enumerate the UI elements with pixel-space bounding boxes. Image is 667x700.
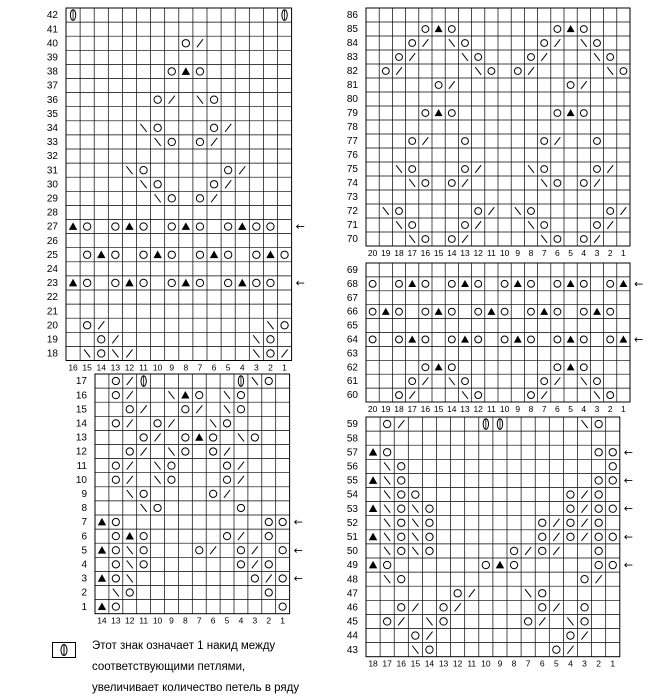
row-number: 7	[81, 517, 87, 529]
stitch-number: 11	[139, 362, 148, 373]
stitch-number: 8	[182, 615, 188, 626]
row-number: 65	[346, 320, 358, 332]
row-number: 70	[346, 234, 358, 246]
stitch-number: 2	[268, 362, 273, 373]
row-arrow: ←	[293, 543, 303, 557]
row-number: 1	[81, 601, 87, 613]
stitch-number: 1	[621, 248, 626, 258]
row-number: 51	[346, 531, 358, 543]
stitch-number: 9	[169, 615, 174, 626]
stitch-number: 15	[82, 362, 92, 373]
stitch-number: 14	[447, 404, 457, 414]
row-number: 15	[75, 404, 87, 416]
row-arrow: ←	[623, 502, 634, 516]
row-arrow: ←	[623, 473, 634, 487]
row-number: 43	[346, 644, 358, 656]
stitch-number: 2	[607, 404, 613, 414]
legend-line-3: увеличивает количество петель в ряду	[92, 682, 300, 694]
row-number: 21	[46, 306, 58, 318]
row-number: 37	[46, 80, 58, 92]
stitch-number: 8	[528, 404, 534, 414]
stitch-number: 7	[196, 615, 202, 626]
stitch-number: 3	[252, 615, 258, 626]
row-number: 40	[46, 38, 58, 50]
row-number: 80	[346, 94, 358, 106]
chart-rows-43-59	[347, 417, 633, 669]
stitch-number: 6	[210, 615, 216, 626]
row-number: 28	[46, 207, 58, 219]
stitch-number: 13	[460, 404, 470, 414]
row-number: 30	[46, 179, 58, 191]
row-number: 44	[346, 630, 358, 642]
row-number: 64	[346, 334, 358, 346]
pair-yarn-over-legend-symbol	[52, 642, 76, 658]
stitch-number: 2	[266, 615, 272, 626]
row-number: 69	[346, 265, 358, 277]
row-number: 9	[81, 488, 87, 500]
row-number: 24	[46, 263, 58, 275]
stitch-number: 10	[481, 658, 491, 669]
stitch-number: 9	[515, 404, 521, 414]
stitch-number: 12	[125, 615, 135, 626]
row-number: 73	[346, 192, 358, 204]
row-number: 76	[346, 150, 358, 162]
row-number: 23	[46, 278, 58, 290]
stitch-number: 8	[511, 658, 517, 669]
row-number: 18	[46, 348, 58, 360]
stitch-number: 12	[473, 248, 483, 258]
row-number: 31	[46, 165, 58, 177]
row-number: 83	[346, 52, 358, 64]
stitch-number: 1	[282, 362, 287, 373]
row-arrow: ←	[293, 571, 303, 585]
row-number: 56	[346, 461, 358, 473]
row-number: 36	[46, 94, 58, 106]
row-number: 50	[346, 546, 358, 558]
stitch-number: 12	[124, 362, 135, 373]
stitch-number: 11	[467, 658, 477, 669]
stitch-number: 7	[197, 362, 203, 373]
stitch-number: 2	[607, 248, 613, 258]
stitch-number: 19	[381, 404, 391, 414]
row-number: 66	[346, 306, 358, 318]
chart-rows-70-86	[347, 8, 630, 258]
stitch-number: 11	[486, 404, 496, 414]
row-number: 25	[46, 249, 58, 261]
stitch-number: 7	[541, 404, 547, 414]
stitch-number: 12	[452, 658, 463, 669]
stitch-number: 5	[225, 362, 231, 373]
row-arrow: ←	[623, 445, 634, 459]
stitch-number: 3	[582, 658, 587, 669]
stitch-number: 15	[433, 248, 444, 258]
chart-rows-1-17	[76, 374, 303, 626]
row-number: 82	[346, 66, 358, 78]
stitch-number: 4	[568, 658, 573, 669]
row-arrow: ←	[293, 515, 303, 529]
row-number: 74	[346, 178, 358, 190]
stitch-number: 19	[381, 248, 391, 258]
row-number: 58	[346, 433, 358, 445]
stitch-number: 1	[280, 615, 286, 626]
row-number: 10	[75, 474, 87, 486]
chart-rows-18-42	[47, 8, 305, 373]
row-number: 79	[346, 108, 358, 120]
row-number: 6	[81, 531, 87, 543]
row-number: 12	[75, 446, 87, 458]
row-number: 47	[346, 588, 358, 600]
row-number: 16	[75, 390, 87, 402]
stitch-number: 3	[594, 404, 600, 414]
row-number: 5	[81, 545, 87, 557]
stitch-number: 18	[368, 658, 378, 669]
row-number: 86	[346, 10, 358, 22]
row-number: 48	[346, 574, 358, 586]
stitch-number: 12	[473, 404, 483, 414]
stitch-number: 11	[486, 248, 496, 258]
row-number: 75	[346, 164, 358, 176]
row-number: 13	[75, 432, 87, 444]
stitch-number: 17	[407, 404, 417, 414]
row-number: 22	[46, 292, 58, 304]
stitch-number: 17	[382, 658, 392, 669]
row-arrow: ←	[623, 530, 634, 544]
legend-line-1: Этот знак означает 1 накид между	[92, 640, 276, 652]
row-number: 42	[46, 10, 58, 22]
stitch-number: 20	[367, 404, 378, 414]
stitch-number: 10	[499, 404, 510, 414]
stitch-number: 8	[528, 248, 534, 258]
stitch-number: 13	[438, 658, 449, 669]
stitch-number: 10	[152, 615, 163, 626]
row-number: 72	[346, 206, 358, 218]
row-number: 53	[346, 503, 358, 515]
stitch-number: 16	[420, 404, 431, 414]
row-number: 4	[81, 559, 87, 571]
row-number: 71	[346, 220, 358, 232]
stitch-number: 15	[410, 658, 421, 669]
stitch-number: 17	[407, 248, 417, 258]
row-number: 19	[46, 334, 58, 346]
row-number: 77	[346, 136, 358, 148]
stitch-number: 6	[211, 362, 217, 373]
row-number: 20	[46, 320, 58, 332]
stitch-number: 16	[420, 248, 431, 258]
row-number: 54	[346, 489, 358, 501]
row-number: 39	[46, 52, 58, 64]
stitch-number: 6	[555, 404, 560, 414]
stitch-number: 4	[581, 248, 587, 258]
row-arrow: ←	[295, 276, 305, 290]
stitch-number: 5	[224, 615, 230, 626]
stitch-number: 6	[539, 658, 545, 669]
stitch-number: 7	[525, 658, 531, 669]
legend-text	[92, 636, 372, 699]
stitch-number: 9	[515, 248, 521, 258]
row-number: 78	[346, 122, 358, 134]
stitch-number: 20	[367, 248, 378, 258]
row-number: 61	[346, 376, 358, 388]
stitch-number: 9	[169, 362, 175, 373]
row-number: 68	[346, 278, 358, 290]
stitch-number: 3	[253, 362, 259, 373]
row-number: 41	[46, 24, 58, 36]
row-number: 46	[346, 602, 358, 614]
row-arrow: ←	[295, 220, 305, 234]
row-number: 55	[346, 475, 358, 487]
row-number: 49	[346, 560, 358, 572]
row-number: 8	[81, 503, 87, 515]
row-number: 3	[81, 573, 87, 585]
row-number: 29	[46, 193, 58, 205]
row-number: 2	[81, 587, 87, 599]
row-number: 26	[46, 235, 58, 247]
row-number: 59	[346, 419, 358, 431]
row-number: 62	[346, 362, 358, 374]
row-number: 14	[75, 418, 87, 430]
stitch-number: 14	[97, 615, 107, 626]
row-number: 52	[346, 517, 358, 529]
row-arrow: ←	[634, 332, 644, 346]
row-number: 34	[46, 122, 58, 134]
stitch-number: 8	[183, 362, 189, 373]
row-number: 67	[346, 292, 358, 304]
stitch-number: 14	[424, 658, 435, 669]
row-number: 27	[46, 221, 58, 233]
stitch-number: 14	[96, 362, 106, 373]
stitch-number: 14	[447, 248, 457, 258]
stitch-number: 13	[111, 615, 121, 626]
stitch-number: 1	[610, 658, 616, 669]
stitch-number: 15	[433, 404, 444, 414]
row-number: 32	[46, 151, 58, 163]
row-arrow: ←	[634, 277, 644, 291]
stitch-number: 3	[594, 248, 600, 258]
row-number: 81	[346, 80, 358, 92]
stitch-number: 7	[541, 248, 547, 258]
legend-line-2: соответствующими петлями,	[92, 661, 246, 673]
pair-yarn-over-icon	[53, 643, 75, 657]
stitch-number: 16	[68, 362, 78, 373]
stitch-number: 4	[581, 404, 587, 414]
row-arrow: ←	[623, 558, 634, 572]
row-number: 35	[46, 108, 58, 120]
stitch-number: 13	[460, 248, 470, 258]
row-number: 33	[46, 137, 58, 149]
stitch-number: 18	[394, 248, 404, 258]
row-number: 11	[76, 460, 87, 472]
stitch-number: 16	[396, 658, 406, 669]
row-number: 38	[46, 66, 58, 78]
stitch-number: 2	[596, 658, 602, 669]
row-number: 57	[346, 447, 358, 459]
row-number: 84	[346, 38, 358, 50]
stitch-number: 4	[239, 362, 245, 373]
row-number: 85	[346, 24, 358, 36]
chart-rows-60-69	[347, 263, 643, 414]
stitch-number: 9	[497, 658, 503, 669]
stitch-number: 5	[553, 658, 559, 669]
stitch-number: 13	[110, 362, 121, 373]
stitch-number: 1	[621, 404, 626, 414]
row-number: 45	[346, 616, 358, 628]
stitch-number: 5	[568, 404, 573, 414]
row-number: 17	[75, 376, 87, 388]
stitch-number: 10	[499, 248, 510, 258]
stitch-number: 10	[152, 362, 163, 373]
stitch-number: 6	[555, 248, 560, 258]
stitch-number: 4	[238, 615, 244, 626]
row-number: 63	[346, 348, 358, 360]
stitch-number: 18	[394, 404, 404, 414]
stitch-number: 5	[568, 248, 573, 258]
row-number: 60	[346, 390, 358, 402]
stitch-number: 11	[139, 615, 149, 626]
